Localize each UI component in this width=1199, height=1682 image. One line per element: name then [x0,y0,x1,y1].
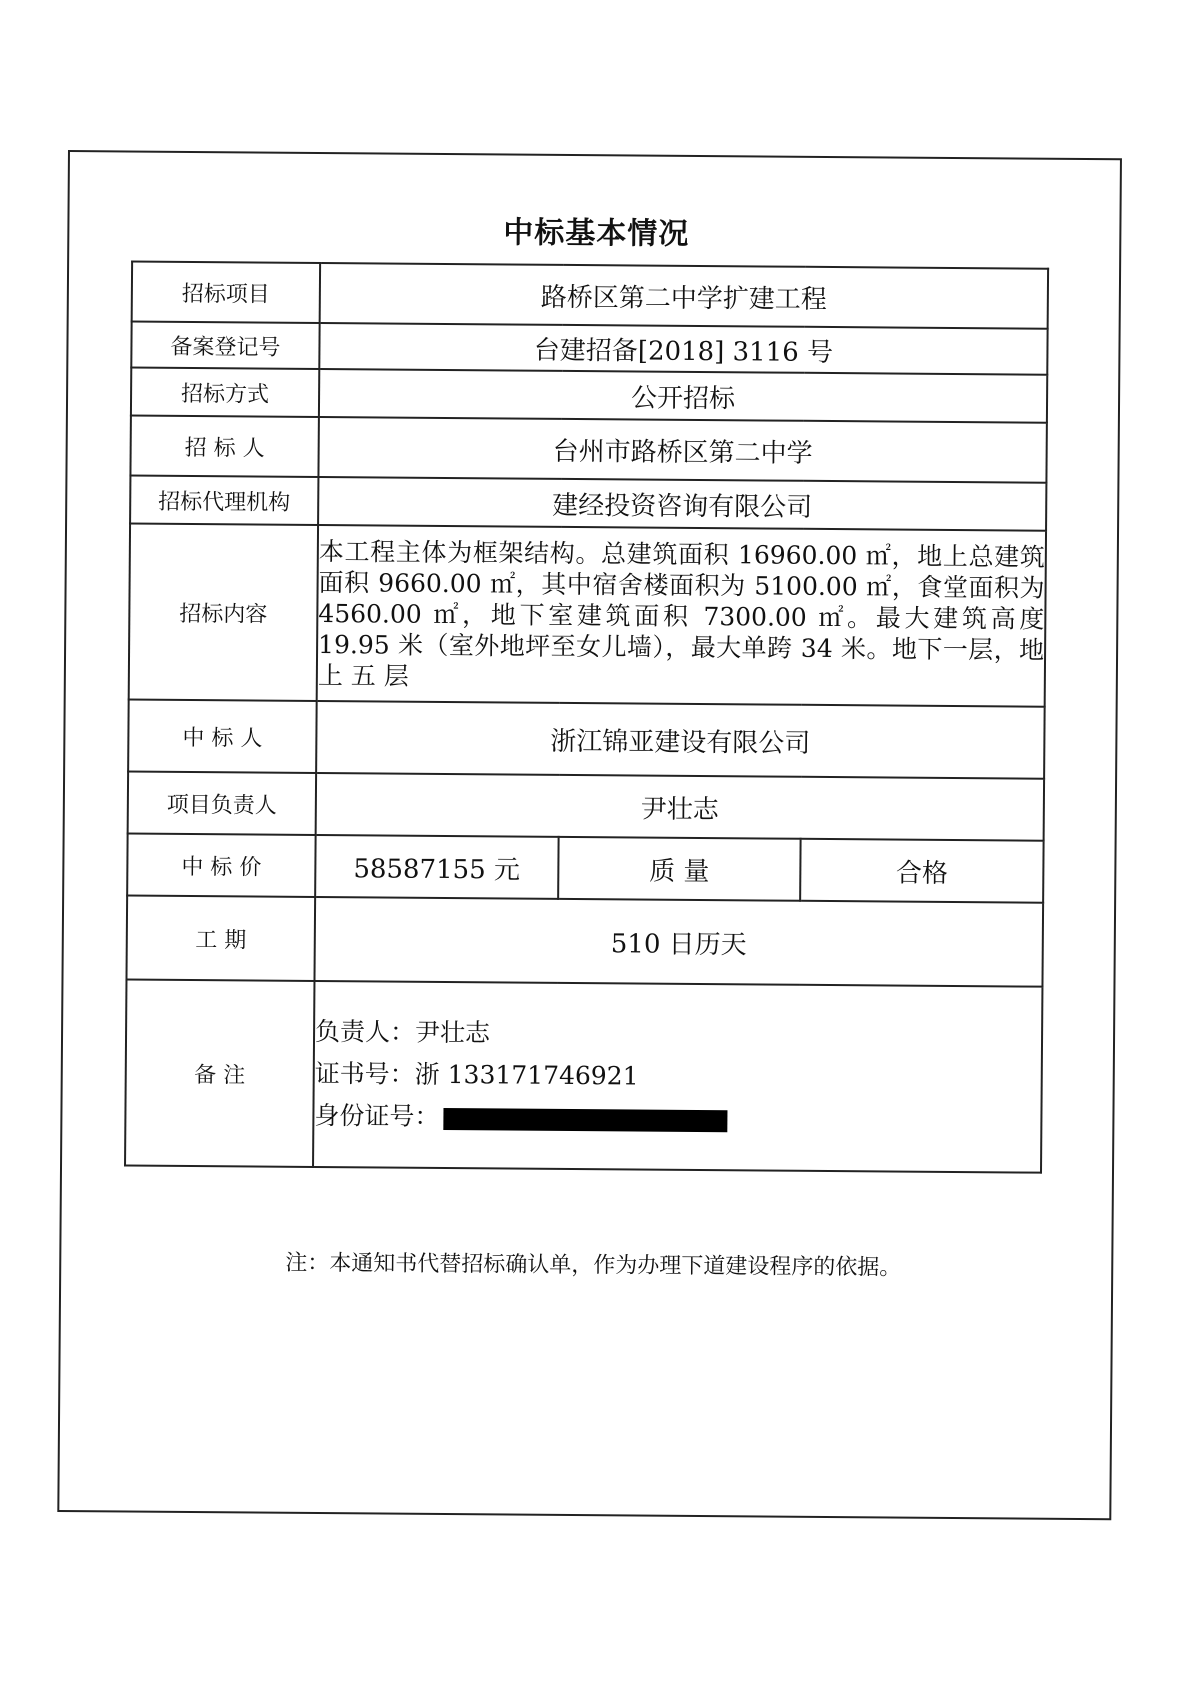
table-row [128,771,1044,840]
remarks-id-label: 身份证号： [314,1100,440,1131]
label-agency: 招标代理机构 [130,476,318,525]
table-row [130,416,1046,483]
label-winner: 中 标 人 [128,699,317,772]
value-content: 本工程主体为框架结构。总建筑面积 16960.00 ㎡，地上总建筑面积 9660.00 ㎡，其中宿舍楼面积为 5100.00 ㎡，食堂面积为 4560.00 ㎡，地下室建筑面积 7300.00 ㎡。最大建筑高度 19.95 米（室外地坪至女儿墙），最大单跨 34 米。地下一层，地上 五 层 [317,525,1046,707]
label-period: 工 期 [126,895,315,980]
value-agency: 建经投资咨询有限公司 [318,477,1046,531]
value-price: 58587155 元 [315,835,558,899]
label-price: 中 标 价 [127,833,315,896]
table-row [130,476,1046,531]
remarks-id-line [314,1095,1040,1143]
footnote: 注：本通知书代替招标确认单，作为办理下道建设程序的依据。 [285,1250,902,1281]
table-row [132,262,1048,329]
redaction-bar [443,1107,727,1131]
label-method: 招标方式 [131,368,319,417]
table-row [127,833,1043,902]
value-manager: 尹壮志 [316,773,1044,841]
table-row [125,979,1042,1172]
document-title: 中标基本情况 [503,215,690,252]
remarks-person: 负责人：尹壮志 [314,1016,491,1048]
label-project: 招标项目 [132,262,320,323]
value-registration: 台建招备[2018] 3116 号 [319,323,1047,375]
label-registration: 备案登记号 [131,322,319,369]
value-method: 公开招标 [319,369,1047,423]
value-winner: 浙江锦亚建设有限公司 [316,701,1045,779]
label-tenderer: 招 标 人 [130,416,318,477]
remarks-cell [313,981,1042,1173]
remarks-cert: 证书号：浙 133171746921 [314,1058,639,1091]
table-row [129,523,1046,706]
value-period: 510 日历天 [314,897,1043,987]
value-project: 路桥区第二中学扩建工程 [320,263,1048,329]
value-quality: 合格 [800,839,1043,903]
label-manager: 项目负责人 [128,771,316,834]
label-content: 招标内容 [129,523,318,700]
table-row [126,895,1043,986]
value-tenderer: 台州市路桥区第二中学 [318,417,1046,483]
label-quality: 质 量 [558,837,801,901]
table-row [128,699,1045,778]
label-remarks: 备 注 [125,979,314,1166]
table-row [131,368,1047,423]
document-frame [57,150,1122,1520]
table-row [131,322,1047,375]
bid-info-table [124,260,1049,1173]
